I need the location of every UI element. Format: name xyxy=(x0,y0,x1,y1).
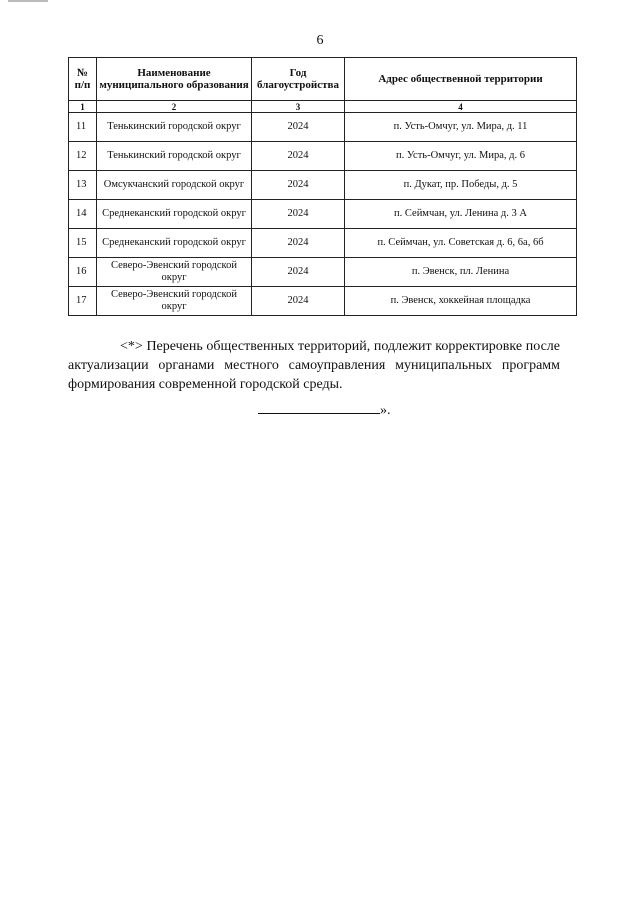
row-year: 2024 xyxy=(252,287,345,316)
closing-mark xyxy=(258,399,391,419)
row-number: 14 xyxy=(69,200,97,229)
row-municipality: Омсукчанский городской округ xyxy=(97,171,252,200)
row-address: п. Усть-Омчуг, ул. Мира, д. 6 xyxy=(345,142,577,171)
row-number: 11 xyxy=(69,113,97,142)
row-municipality: Северо-Эвенский городской округ xyxy=(97,287,252,316)
header-year: Год благоустройства xyxy=(252,58,345,101)
row-number: 12 xyxy=(69,142,97,171)
table-row xyxy=(69,113,577,142)
territories-table xyxy=(68,57,577,316)
row-year: 2024 xyxy=(252,258,345,287)
table-row xyxy=(69,258,577,287)
column-number: 2 xyxy=(97,101,252,113)
row-address: п. Эвенск, пл. Ленина xyxy=(345,258,577,287)
column-numbers-row xyxy=(69,101,577,113)
column-number: 1 xyxy=(69,101,97,113)
scan-edge-mark xyxy=(8,0,48,2)
footnote-paragraph: <*> Перечень общественных территорий, подлежит корректировке после актуализации органами местного самоуправления муниципальных программ формирования современной городской среды. xyxy=(68,339,560,392)
table-row xyxy=(69,171,577,200)
table-header-row xyxy=(69,58,577,101)
row-address: п. Сеймчан, ул. Советская д. 6, 6а, 6б xyxy=(345,229,577,258)
row-number: 13 xyxy=(69,171,97,200)
signature-line xyxy=(258,399,380,414)
table-row xyxy=(69,142,577,171)
row-year: 2024 xyxy=(252,200,345,229)
row-year: 2024 xyxy=(252,113,345,142)
header-address: Адрес общественной территории xyxy=(345,58,577,101)
row-municipality: Северо-Эвенский городской округ xyxy=(97,258,252,287)
row-number: 17 xyxy=(69,287,97,316)
column-number: 4 xyxy=(345,101,577,113)
table-row xyxy=(69,287,577,316)
row-address: п. Дукат, пр. Победы, д. 5 xyxy=(345,171,577,200)
row-number: 15 xyxy=(69,229,97,258)
page-number: 6 xyxy=(316,33,324,48)
header-municipality: Наименование муниципального образования xyxy=(97,58,252,101)
row-address: п. Эвенск, хоккейная площадка xyxy=(345,287,577,316)
row-year: 2024 xyxy=(252,229,345,258)
row-municipality: Среднеканский городской округ xyxy=(97,200,252,229)
row-municipality: Тенькинский городской округ xyxy=(97,142,252,171)
row-address: п. Сеймчан, ул. Ленина д. 3 А xyxy=(345,200,577,229)
row-address: п. Усть-Омчуг, ул. Мира, д. 11 xyxy=(345,113,577,142)
row-municipality: Среднеканский городской округ xyxy=(97,229,252,258)
closing-quote: ». xyxy=(380,403,391,418)
row-municipality: Тенькинский городской округ xyxy=(97,113,252,142)
row-number: 16 xyxy=(69,258,97,287)
table-row xyxy=(69,200,577,229)
row-year: 2024 xyxy=(252,142,345,171)
column-number: 3 xyxy=(252,101,345,113)
row-year: 2024 xyxy=(252,171,345,200)
table-row xyxy=(69,229,577,258)
header-num: № п/п xyxy=(69,58,97,101)
